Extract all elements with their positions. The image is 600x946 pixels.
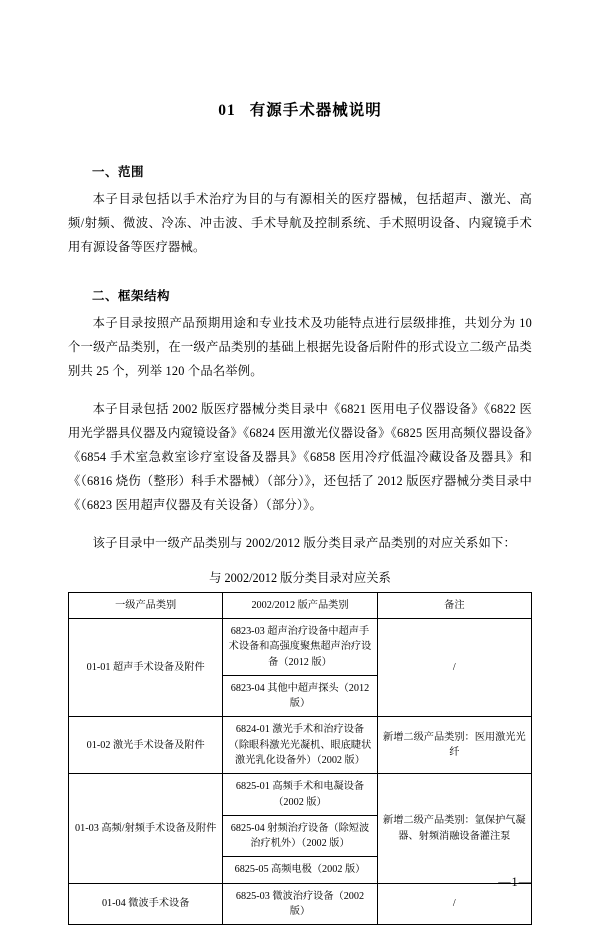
row-category-3: 01-04 微波手术设备 bbox=[69, 883, 223, 925]
row-mapping-0-1: 6823-04 其他中超声探头（2012 版） bbox=[223, 675, 377, 717]
row-mapping-2-2: 6825-05 高频电极（2002 版） bbox=[223, 857, 377, 883]
page-title-text: 有源手术器械说明 bbox=[249, 102, 382, 119]
row-note-0: / bbox=[377, 618, 531, 716]
table-row bbox=[69, 883, 532, 925]
table-row bbox=[69, 618, 532, 675]
table-caption: 与 2002/2012 版分类目录对应关系 bbox=[209, 570, 391, 585]
row-note-1: 新增二级产品类别：医用激光光纤 bbox=[377, 717, 531, 774]
row-mapping-1-0: 6824-01 激光手术和治疗设备（除眼科激光光凝机、眼底睫状激光乳化设备外）（2002 版） bbox=[223, 717, 377, 774]
table-header-row bbox=[69, 592, 532, 618]
table-header-note: 备注 bbox=[377, 592, 531, 618]
row-note-2: 新增二级产品类别：氩保护气凝器、射频消融设备灌注泵 bbox=[377, 774, 531, 883]
table-row bbox=[69, 774, 532, 816]
page-title-number: 01 bbox=[218, 102, 236, 119]
row-mapping-2-0: 6825-01 高频手术和电凝设备（2002 版） bbox=[223, 774, 377, 816]
page-number: —1— bbox=[498, 875, 532, 889]
page-title bbox=[68, 98, 532, 120]
document-page bbox=[0, 98, 600, 946]
table-header-category: 一级产品类别 bbox=[69, 592, 223, 618]
row-mapping-0-0: 6823-03 超声治疗设备中超声手术设备和高强度聚焦超声治疗设备（2012 版） bbox=[223, 618, 377, 675]
table-row bbox=[69, 717, 532, 774]
section-paragraph-framework-3: 该子目录中一级产品类别与 2002/2012 版分类目录产品类别的对应关系如下： bbox=[92, 535, 516, 550]
section-heading-scope: 一、范围 bbox=[92, 165, 145, 179]
row-mapping-2-1: 6825-04 射频治疗设备（除短波治疗机外）（2002 版） bbox=[223, 815, 377, 857]
row-mapping-3-0: 6825-03 微波治疗设备（2002 版） bbox=[223, 883, 377, 925]
row-category-2: 01-03 高频/射频手术设备及附件 bbox=[69, 774, 223, 883]
row-category-1: 01-02 激光手术设备及附件 bbox=[69, 717, 223, 774]
section-paragraph-framework-1: 本子目录按照产品预期用途和专业技术及功能特点进行层级排推，共划分为 10 个一级产品类别，在一级产品类别的基础上根据先设备后附件的形式设立二级产品类别共 25 个，列举 120 个品名举例。 bbox=[68, 315, 532, 378]
section-paragraph-framework-2: 本子目录包括 2002 版医疗器械分类目录中《6821 医用电子仪器设备》《6822 医用光学器具仪器及内窥镜设备》《6824 医用激光仪器设备》《6825 医用高频仪器设备》《6854 手术室急救室诊疗室设备及器具》《6858 医用冷疗低温冷藏设备及器具》和《（6816 烧伤（整形）科手术器械）（部分）》，还包括了 2012 版医疗器械分类目录中《（6823 医用超声仪器及有关设备）（部分）》。 bbox=[68, 401, 532, 512]
table-header-mapping: 2002/2012 版产品类别 bbox=[223, 592, 377, 618]
row-note-3: / bbox=[377, 883, 531, 925]
mapping-table bbox=[68, 592, 532, 926]
section-paragraph-scope-1: 本子目录包括以手术治疗为目的与有源相关的医疗器械，包括超声、激光、高频/射频、微波、冷冻、冲击波、手术导航及控制系统、手术照明设备、内窥镜手术用有源设备等医疗器械。 bbox=[68, 192, 532, 254]
section-heading-framework: 二、框架结构 bbox=[92, 288, 171, 303]
row-category-0: 01-01 超声手术设备及附件 bbox=[69, 618, 223, 716]
